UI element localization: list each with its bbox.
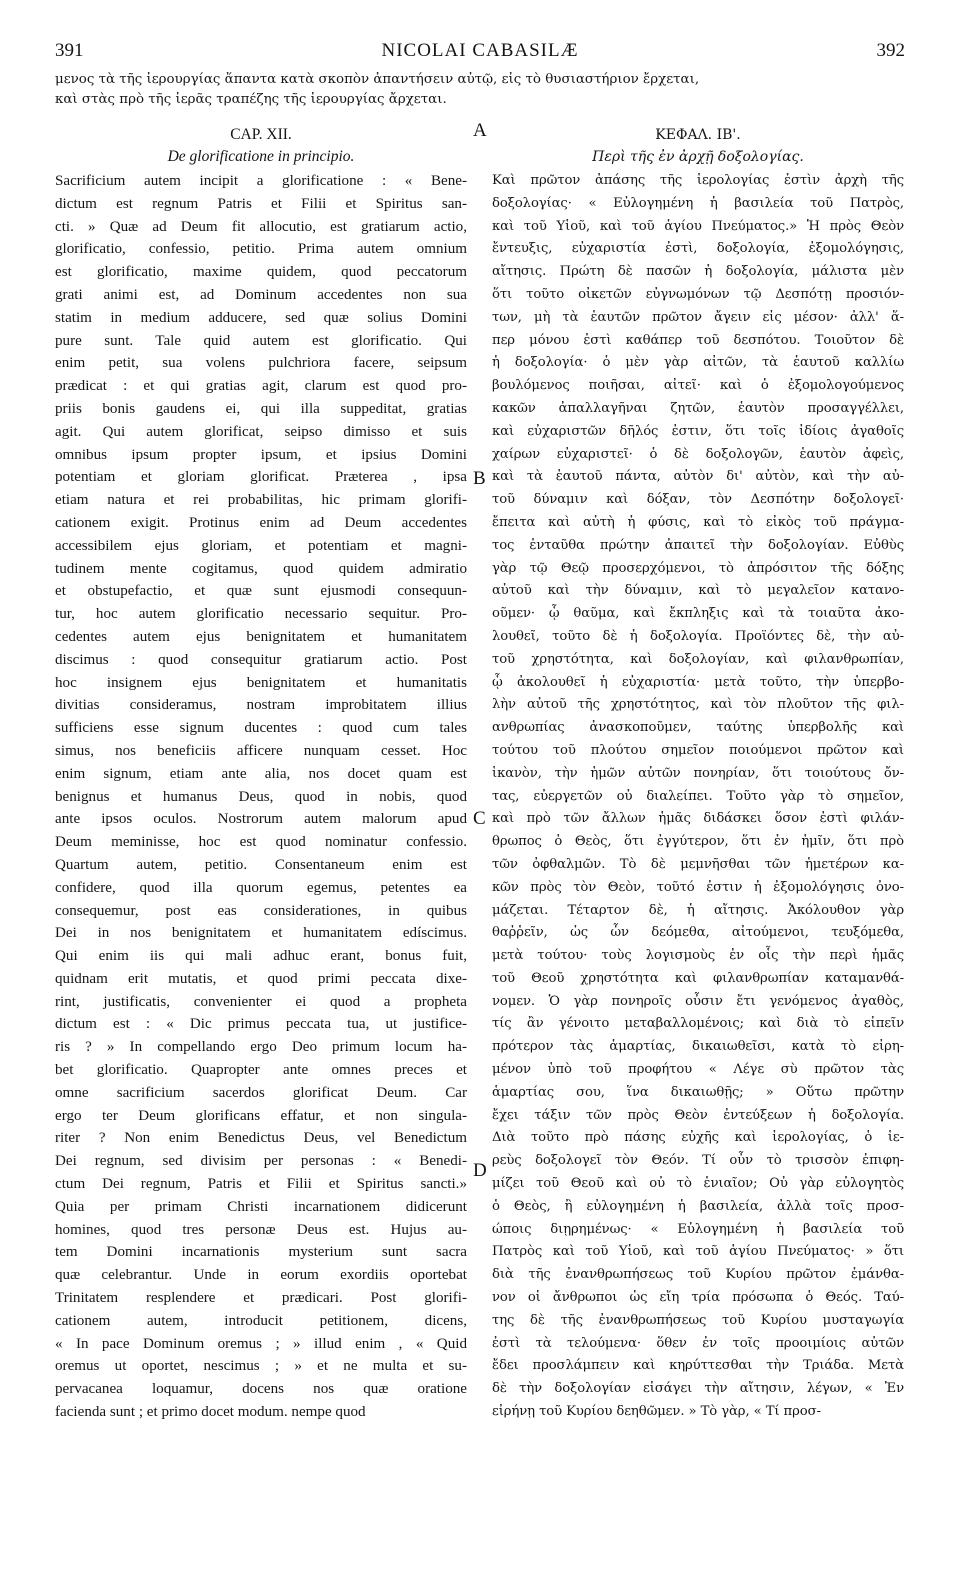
right-page-number: 392: [876, 40, 905, 61]
text-line: κακῶν ἀπαλλαγῆναι ζητῶν, ἑαυτὸν προσαγγέλλει,: [492, 400, 904, 416]
text-line: ἐστὶ τὰ τελούμενα· ὅθεν ἐν τοῖς προοιμίοις αὐτῶν: [492, 1335, 904, 1351]
text-line: ὁ Θεὸς, ἢ εὐλογημένη ἡ βασιλεία, ἀλλὰ τοῖς προσ-: [492, 1198, 904, 1214]
margin-marker-b: B: [473, 468, 486, 489]
text-line: ανθρωπίας ἀνασκοποῦμεν, ταύτης ὑπερβολῆς καὶ: [492, 720, 904, 736]
text-line: omnibus ipsum propter ipsum, et ipsius Domini: [55, 446, 467, 463]
carryover-line: καὶ στὰς πρὸ τῆς ἱερᾶς τραπέζης τῆς ἱερουργίας ἄρχεται.: [55, 92, 447, 107]
text-line: tudinem mente cogitamus, quod quidem admiratio: [55, 560, 467, 577]
text-line: ἱκανὸν, τὴν ἡμῶν αὐτῶν πονηρίαν, ὅτι τοιούτους ὄν-: [492, 765, 904, 781]
text-line: μάζεται. Τέταρτον δὲ, ἡ αἴτησις. Ἀκόλουθον γὰρ: [492, 902, 904, 918]
text-line: ἔντευξις, εὐχαριστία ἐστὶ, δοξολογία, ἐξομολόγησις,: [492, 241, 904, 257]
text-line: ρεὺς δοξολογεῖ τὸν Θεόν. Τί οὖν τὸ τρισσὸν ἐπιφη-: [492, 1153, 904, 1169]
text-line: benignus et humanus Deus, quod in nobis, quod: [55, 788, 467, 805]
text-line: accessibilem ejus gloriam, et potentiam et magni-: [55, 537, 467, 554]
margin-marker-c: C: [473, 808, 486, 829]
text-line: riter ? Non enim Benedictus Deus, vel Benedictum: [55, 1130, 467, 1147]
text-line: καὶ πρὸ τῶν ἄλλων ἡμᾶς διδάσκει ὅσον ἐστὶ φιλάν-: [492, 811, 904, 827]
text-line: λουθεῖ, τοῦτο δὲ ἡ δοξολογία. Προϊόντες δὲ, τὴν αὐ-: [492, 628, 904, 644]
text-line: αὐτοῦ καὶ τὴν δύναμιν, καὶ τὸ μεγαλεῖον κατανο-: [492, 583, 904, 599]
running-title: NICOLAI CABASILÆ: [381, 40, 579, 61]
text-line: ᾧ ἀκολουθεῖ ἡ εὐχαριστία· μετὰ τοῦτο, τὴν ὑπερβο-: [492, 674, 904, 690]
text-line: διὰ τῆς ἐνανθρωπήσεως τοῦ Κυρίου πρῶτον ἐμάνθα-: [492, 1267, 904, 1283]
text-line: ἔπειτα καὶ αὐτὴ ἡ φύσις, καὶ τὸ εἰκὸς τοῦ πράγμα-: [492, 514, 904, 530]
text-line: pervacanea loquamur, docens nos quæ oratione: [55, 1381, 467, 1398]
text-line: rint, justificatis, convenienter ei quod a propheta: [55, 993, 467, 1010]
text-line: et obstupefactio, et quæ sunt ejusmodi consequun-: [55, 583, 467, 600]
text-line: confidere, quod illa quorum egemus, petentes ea: [55, 879, 467, 896]
text-line: τοῦ δύναμιν καὶ δόξαν, τὸν Δεσπότην δοξολογεῖ·: [492, 492, 904, 508]
text-line: enim signum, etiam ante alia, nos docet quam est: [55, 765, 467, 782]
text-line: Καὶ πρῶτον ἁπάσης τῆς ἱερολογίας ἐστὶν ἀρχὴ τῆς: [492, 173, 904, 188]
text-line: οῦμεν· ᾧ θαῦμα, καὶ ἔκπληξις καὶ τὰ τοιαῦτα ἀκο-: [492, 606, 904, 622]
text-line: τίς ἂν γένοιτο μεταβαλλομένοις; καὶ διὰ τὸ εἰπεῖν: [492, 1016, 904, 1032]
text-line: περ μόνου ἐστὶ καθάπερ τοῦ δεσπότου. Τοιοῦτον δὲ: [492, 332, 904, 348]
text-line: ris ? » In compellando ergo Deo primum locum ha-: [55, 1039, 467, 1056]
text-line: tur, hoc autem glorificatio necessario sequitur. Pro-: [55, 606, 467, 623]
text-line: τας, εὐεργετῶν οὐ διαλείπει. Τοῦτο γὰρ τὸ σημεῖον,: [492, 788, 904, 804]
text-line: ἡ δοξολογία· ὁ μὲν γὰρ αἰτῶν, τὰ ἑαυτοῦ καλλίω: [492, 355, 904, 371]
text-line: cedentes autem ejus benignitatem et humanitatem: [55, 628, 467, 645]
text-line: prædicat : et qui gratias agit, clarum est quod pro-: [55, 378, 467, 395]
text-line: Dei regnum, sed divisim per personas : « Benedi-: [55, 1153, 467, 1170]
text-line: της δὲ τῆς ἐνανθρωπήσεως τοῦ Κυρίου μυσταγωγία: [492, 1312, 904, 1328]
text-line: potentiam et gloriam glorificat. Præterea , ipsa: [55, 469, 467, 486]
text-line: Quartum autem, petitio. Consentaneum enim est: [55, 856, 467, 873]
text-line: τος ἐνταῦθα πρώτην ἀπαιτεῖ τὴν δοξολογίαν. Εὐθὺς: [492, 537, 904, 553]
latin-chapter-subheading: De glorificatione in principio.: [167, 148, 355, 165]
carryover-line: μενος τὰ τῆς ἱερουργίας ἅπαντα κατὰ σκοπὸν ἀπαντήσειν αὐτῷ, εἰς τὸ θυσιαστήριον ἔρχεται,: [55, 72, 700, 87]
text-line: oremus ut oportet, nescimus ; » et ne multa et su-: [55, 1358, 467, 1375]
greek-text-body: [492, 170, 904, 1424]
text-line: quæ celebrantur. Unde in eorum exordiis oportebat: [55, 1267, 467, 1284]
text-line: αἴτησις. Πρώτη δὲ πασῶν ἡ δοξολογία, μάλιστα μὲν: [492, 264, 904, 280]
greek-column: [492, 124, 904, 1424]
text-line: μετὰ τούτου· τοὺς λογισμοὺς ἐν οἷς τὴν περὶ ἡμᾶς: [492, 948, 904, 964]
text-line: bet glorificatio. Quapropter ante omnes preces et: [55, 1062, 467, 1079]
text-line: ώποις διῃρημένως· « Εὐλογημένη ἡ βασιλεία τοῦ: [492, 1221, 904, 1237]
text-line: Διὰ τοῦτο πρὸ πάσης εὐχῆς καὶ ἱερολογίας, ὁ ἱε-: [492, 1130, 904, 1146]
text-line: τοῦ Θεοῦ χρηστότητα καὶ φιλανθρωπίαν καταμανθά-: [492, 970, 904, 986]
text-line: μίζει τοῦ Θεοῦ καὶ οὐ τὸ ἑνιαῖον; Οὐ γὰρ εὐλογητὸς: [492, 1176, 904, 1192]
text-line: tem Domini incarnationis mysterium sunt sacra: [55, 1244, 467, 1261]
text-line: θαῤῥεῖν, ὡς ὧν δεόμεθα, αἰτούμενοι, τευξόμεθα,: [492, 925, 904, 941]
text-line: καὶ τοῦ Υἱοῦ, καὶ τοῦ ἁγίου Πνεύματος.» Ἡ πρὸς Θεὸν: [492, 218, 904, 234]
text-line: statim in medium adducere, sed quæ solius Domini: [55, 309, 467, 326]
text-line: enim petit, sua volens pulchriora facere, seipsum: [55, 355, 467, 372]
text-line: pure sunt. Tale quid autem est glorificatio. Qui: [55, 332, 467, 349]
text-line: facienda sunt ; et primo docet modum. nempe quod: [55, 1404, 366, 1421]
text-line: βουλόμενος ποιῆσαι, αἰτεῖ· καὶ ὁ ἐξομολογούμενος: [492, 378, 904, 394]
text-line: χαίρων εὐχαριστεῖ· ὁ δὲ δοξολογῶν, ἑαυτὸν ἀφεὶς,: [492, 446, 904, 462]
text-line: simus, nos beneficiis afficere nunquam cesset. Hoc: [55, 742, 467, 759]
left-page-number: 391: [55, 40, 84, 61]
text-line: τῶν ὀφθαλμῶν. Τὸ δὲ μεμνῆσθαι τῶν ἡμετέρων κα-: [492, 856, 904, 872]
text-line: λὴν αὐτοῦ τῆς χρηστότητος, καὶ τὸν πλοῦτον τῆς φιλ-: [492, 697, 904, 713]
text-line: sufficiens esse signum ducentes : quod cum tales: [55, 720, 467, 737]
text-line: dictum est regnum Patris et Filii et Spiritus san-: [55, 195, 467, 212]
text-line: hoc insignem ejus benignitatem et humanitatis: [55, 674, 467, 691]
text-line: ctum Dei regnum, Patris et Filii et Spiritus sancti.»: [55, 1176, 467, 1193]
latin-text-body: [55, 170, 467, 1424]
text-line: μένον ὑπὸ τοῦ προφήτου « Λέγε σὺ πρῶτον τὰς: [492, 1062, 904, 1078]
text-line: εἰρήνῃ τοῦ Κυρίου δεηθῶμεν. » Τὸ γὰρ, « Τί προσ-: [492, 1404, 821, 1420]
greek-chapter-heading: ΚΕΦΑΛ. ΙΒ'.: [655, 127, 741, 143]
greek-carryover-text: [55, 70, 907, 110]
text-line: πρότερον τὰς ἁμαρτίας, δικαιωθεῖσι, κατὰ τὸ εἰρη-: [492, 1039, 904, 1055]
text-line: ante ipsos oculos. Nostrorum autem malorum apud: [55, 811, 467, 828]
text-line: Qui enim iis qui mali adhuc erant, bonus fuit,: [55, 948, 467, 965]
text-line: cationem autem, introducit petitionem, dicens,: [55, 1312, 467, 1329]
text-line: Deum meminisse, hoc est quod nominatur confessio.: [55, 834, 467, 851]
text-line: κῶν πρὸς τὸν Θεὸν, τοῦτό ἐστιν ἡ ἐξομολόγησις ὀνο-: [492, 879, 904, 895]
text-line: γὰρ τῷ Θεῷ προσερχόμενοι, τὸ ἀπρόσιτον τῆς δόξης: [492, 560, 904, 576]
text-line: τούτου τοῦ πλούτου σημεῖον ποιούμενοι πρῶτον καὶ: [492, 742, 904, 758]
text-line: ἔδει προσλάμπειν καὶ κηρύττεσθαι τὴν Τριάδα. Μετὰ: [492, 1358, 904, 1374]
text-line: cti. » Quæ ad Deum fit allocutio, est gratiarum actio,: [55, 218, 467, 235]
text-line: omne sacrificium sacerdos glorificat Deum. Car: [55, 1084, 467, 1101]
text-line: θρωπος ὁ Θεὸς, ὅτι ἐγγύτερον, ὅτι ἐν ἡμῖν, ὅτι πρὸ: [492, 834, 904, 850]
text-line: ἔχει τάξιν τῶν πρὸς Θεὸν ἐντεύξεων ἡ δοξολογία.: [492, 1107, 904, 1123]
text-line: priis bonis gaudens ei, qui illa suppeditat, gratias: [55, 400, 467, 417]
text-line: τοῦ χρηστότητα, καὶ δοξολογίαν, καὶ φιλανθρωπίαν,: [492, 651, 904, 667]
text-line: dictum est : « Dic primus peccata tua, ut justifice-: [55, 1016, 467, 1033]
text-line: homines, quod tres personæ Deus est. Hujus au-: [55, 1221, 467, 1238]
margin-marker-a: A: [473, 120, 487, 141]
text-line: glorificatio, confessio, petitio. Prima autem omnium: [55, 241, 467, 258]
text-line: καὶ εὐχαριστῶν δῆλός ἐστιν, ὅτι τοῖς ἰδίοις ἀγαθοῖς: [492, 423, 904, 439]
text-line: ergo ter Deum glorificans effatur, et non singula-: [55, 1107, 467, 1124]
text-line: quidnam erit mutatis, et quod primi peccata dixe-: [55, 970, 467, 987]
text-line: est glorificatio, maxime quidem, quod peccatorum: [55, 264, 467, 281]
text-line: νον οἱ ἄνθρωποι ὡς εἴη τρία πρόσωπα ὁ Θεός. Ταύ-: [492, 1290, 904, 1306]
text-line: Trinitatem resplendere et prædicari. Post glorifi-: [55, 1290, 467, 1307]
text-line: των, μὴ τὰ ἑαυτῶν πρῶτον ἄγειν εἰς μέσον· ἀλλ' ἅ-: [492, 309, 904, 325]
text-line: ἁμαρτίας σου, ἵνα δικαιωθῇς; » Οὕτω πρῶτην: [492, 1084, 904, 1100]
text-line: etiam natura et rei probabilitas, hic primam glorifi-: [55, 492, 467, 509]
greek-chapter-subheading: Περὶ τῆς ἐν ἀρχῇ δοξολογίας.: [592, 149, 804, 165]
text-line: δὲ τὴν δοξολογίαν εἰσάγει τὴν αἴτησιν, λέγων, « Ἐν: [492, 1381, 904, 1397]
text-line: discimus : quod consequitur gratiarum actio. Post: [55, 651, 467, 668]
text-line: agit. Qui autem glorificat, seipso dimisso et suis: [55, 423, 467, 440]
text-line: Πατρὸς καὶ τοῦ Υἱοῦ, καὶ τοῦ ἁγίου Πνεύματος· » ὅτι: [492, 1244, 904, 1260]
text-line: divitias consideramus, nostram improbitatem illius: [55, 697, 467, 714]
page-header: [55, 40, 905, 66]
text-line: ὅτι τοῦτο οἰκετῶν εὐγνωμόνων τῷ Δεσπότῃ προσιόν-: [492, 286, 904, 302]
text-line: Dei in nos benignitatem et humanitatem edíscimus.: [55, 925, 467, 942]
margin-marker-d: D: [473, 1160, 487, 1181]
text-line: grati animi est, ad Dominum accedentes non sua: [55, 286, 467, 303]
latin-chapter-heading: CAP. XII.: [230, 126, 292, 143]
text-line: καὶ τὰ ἑαυτοῦ πάντα, αὐτὸν δι' αὐτὸν, καὶ τὴν αὐ-: [492, 469, 904, 485]
latin-column: [55, 124, 467, 1424]
text-line: cationem exigit. Protinus enim ad Deum accedentes: [55, 514, 467, 531]
text-line: νομεν. Ὁ γὰρ πονηροῖς οὖσιν ἔτι γενόμενος ἀγαθὸς,: [492, 993, 904, 1009]
text-line: « In pace Dominum oremus ; » illud enim , « Quid: [55, 1335, 467, 1352]
text-line: consequemur, post eas considerationes, in quibus: [55, 902, 467, 919]
text-line: δοξολογίας· « Εὐλογημένη ἡ βασιλεία τοῦ Πατρὸς,: [492, 195, 904, 211]
text-line: Sacrificium autem incipit a glorificatione : « Bene-: [55, 173, 467, 189]
text-line: Quia per primam Christi incarnationem didicerunt: [55, 1198, 467, 1215]
